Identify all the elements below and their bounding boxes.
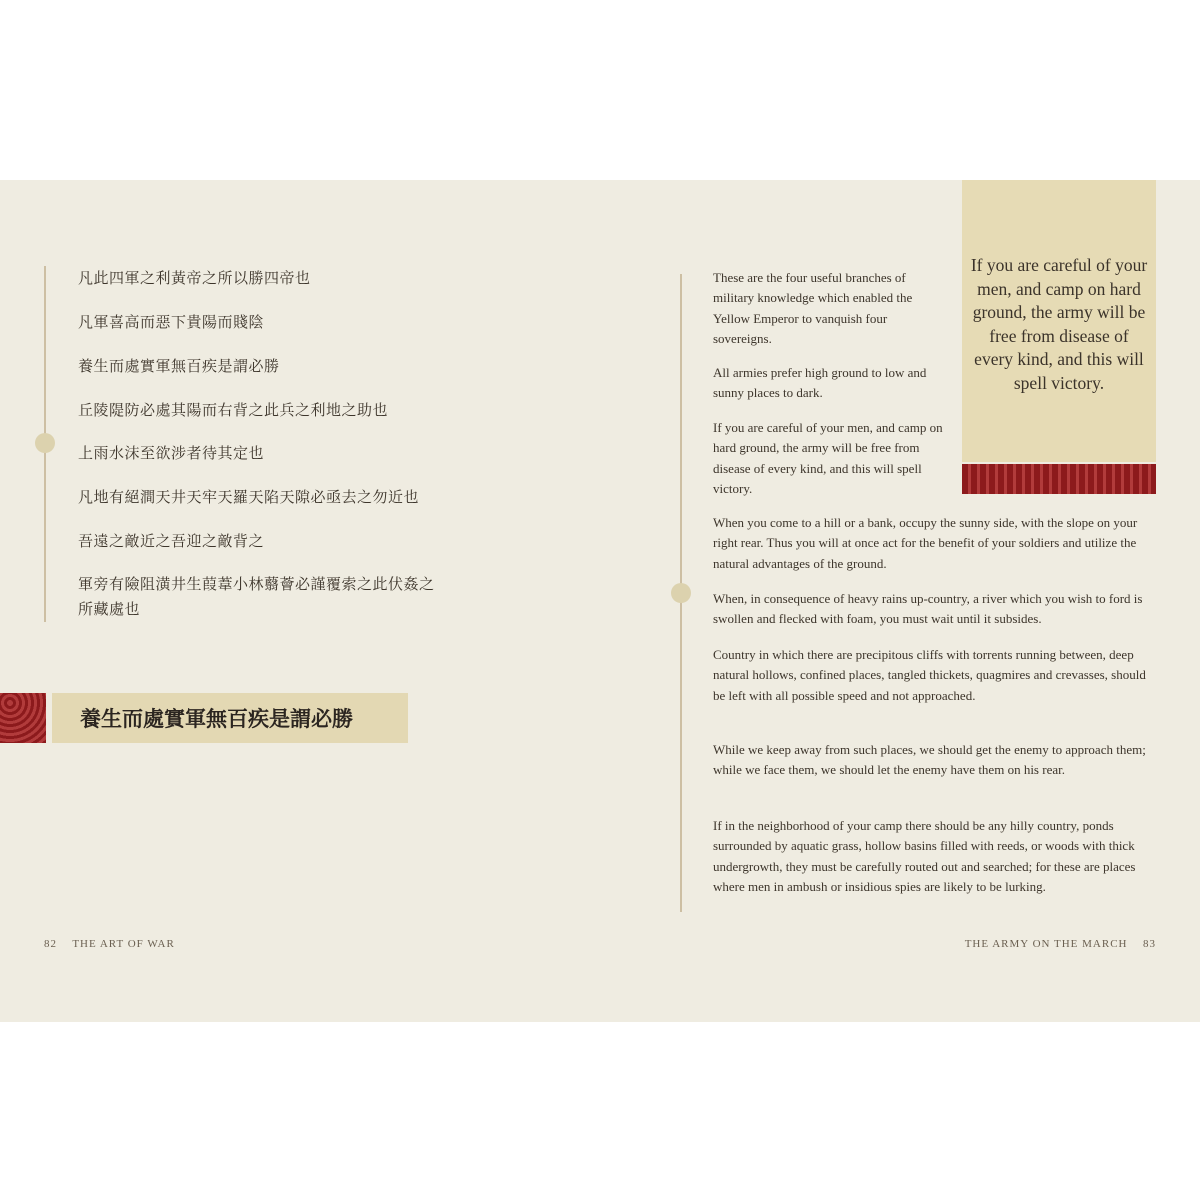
- chinese-line-3: 養生而處實軍無百疾是謂必勝: [78, 357, 280, 375]
- right-rule-ornament: [671, 583, 691, 603]
- chinese-line-8: 軍旁有險阻潢井生葭葦小林蘙薈必謹覆索之此伏姦之: [78, 575, 435, 593]
- paragraph-6: Country in which there are precipitous cliffs with torrents running between, deep natural hollows, confined places, tangled thickets, quagmires and crevasses, should be left with all possible speed and not approached.: [713, 647, 1146, 703]
- chinese-line-2: 凡軍喜高而惡下貴陽而賤陰: [78, 313, 265, 331]
- book-spread: [0, 180, 1200, 1022]
- left-running-head: THE ART OF WAR: [72, 938, 175, 950]
- chinese-line-4: 丘陵隄防必處其陽而右背之此兵之利地之助也: [78, 401, 389, 419]
- pull-quote: If you are careful of your men, and camp on hard ground, the army will be free from disease of every kind, and this will spell victory.: [970, 255, 1148, 393]
- heading-banner: [52, 693, 408, 743]
- left-rule-ornament: [35, 433, 55, 453]
- banner-heading: 養生而處實軍無百疾是謂必勝: [80, 706, 353, 731]
- chinese-line-1: 凡此四軍之利黃帝之所以勝四帝也: [78, 269, 311, 287]
- right-running-head: THE ARMY ON THE MARCH: [964, 938, 1128, 950]
- paragraph-4: When you come to a hill or a bank, occupy the sunny side, with the slope on your right rear. Thus you will at once act for the benefit of your soldiers and utilize the natural advantages of the ground.: [713, 515, 1138, 571]
- right-page-number: 83: [1143, 938, 1156, 950]
- right-folio: [965, 938, 1156, 950]
- paragraph-1: These are the four useful branches of military knowledge which enabled the Yellow Emperor to vanquish four sovereigns.: [713, 270, 913, 346]
- pull-quote-box: [962, 180, 1156, 462]
- paragraph-3: If you are careful of your men, and camp on hard ground, the army will be free from disease of every kind, and this will spell victory.: [713, 420, 943, 496]
- chinese-line-6: 凡地有絕澗天井天牢天羅天陷天隙必亟去之勿近也: [78, 488, 420, 506]
- pull-quote-pattern-band: [962, 464, 1156, 494]
- left-page-number: 82: [44, 938, 57, 950]
- left-folio: [44, 938, 175, 950]
- chinese-line-9: 所藏處也: [78, 600, 141, 618]
- red-pattern-tab: [0, 693, 46, 743]
- paragraph-5: When, in consequence of heavy rains up-country, a river which you wish to ford is swollen and flecked with foam, you must wait until it subsides.: [713, 591, 1143, 627]
- chinese-line-5: 上雨水沫至欲涉者待其定也: [78, 444, 265, 462]
- chinese-line-7: 吾遠之敵近之吾迎之敵背之: [78, 532, 265, 550]
- paragraph-7: While we keep away from such places, we should get the enemy to approach them; while we face them, we should let the enemy have them on his rear.: [713, 742, 1146, 778]
- paragraph-2: All armies prefer high ground to low and sunny places to dark.: [713, 365, 927, 401]
- paragraph-8: If in the neighborhood of your camp there should be any hilly country, ponds surrounded by aquatic grass, hollow basins filled with reeds, or woods with thick undergrowth, they must be carefully routed out and searched; for these are places where men in ambush or insidious spies are likely to be lurking.: [713, 818, 1136, 894]
